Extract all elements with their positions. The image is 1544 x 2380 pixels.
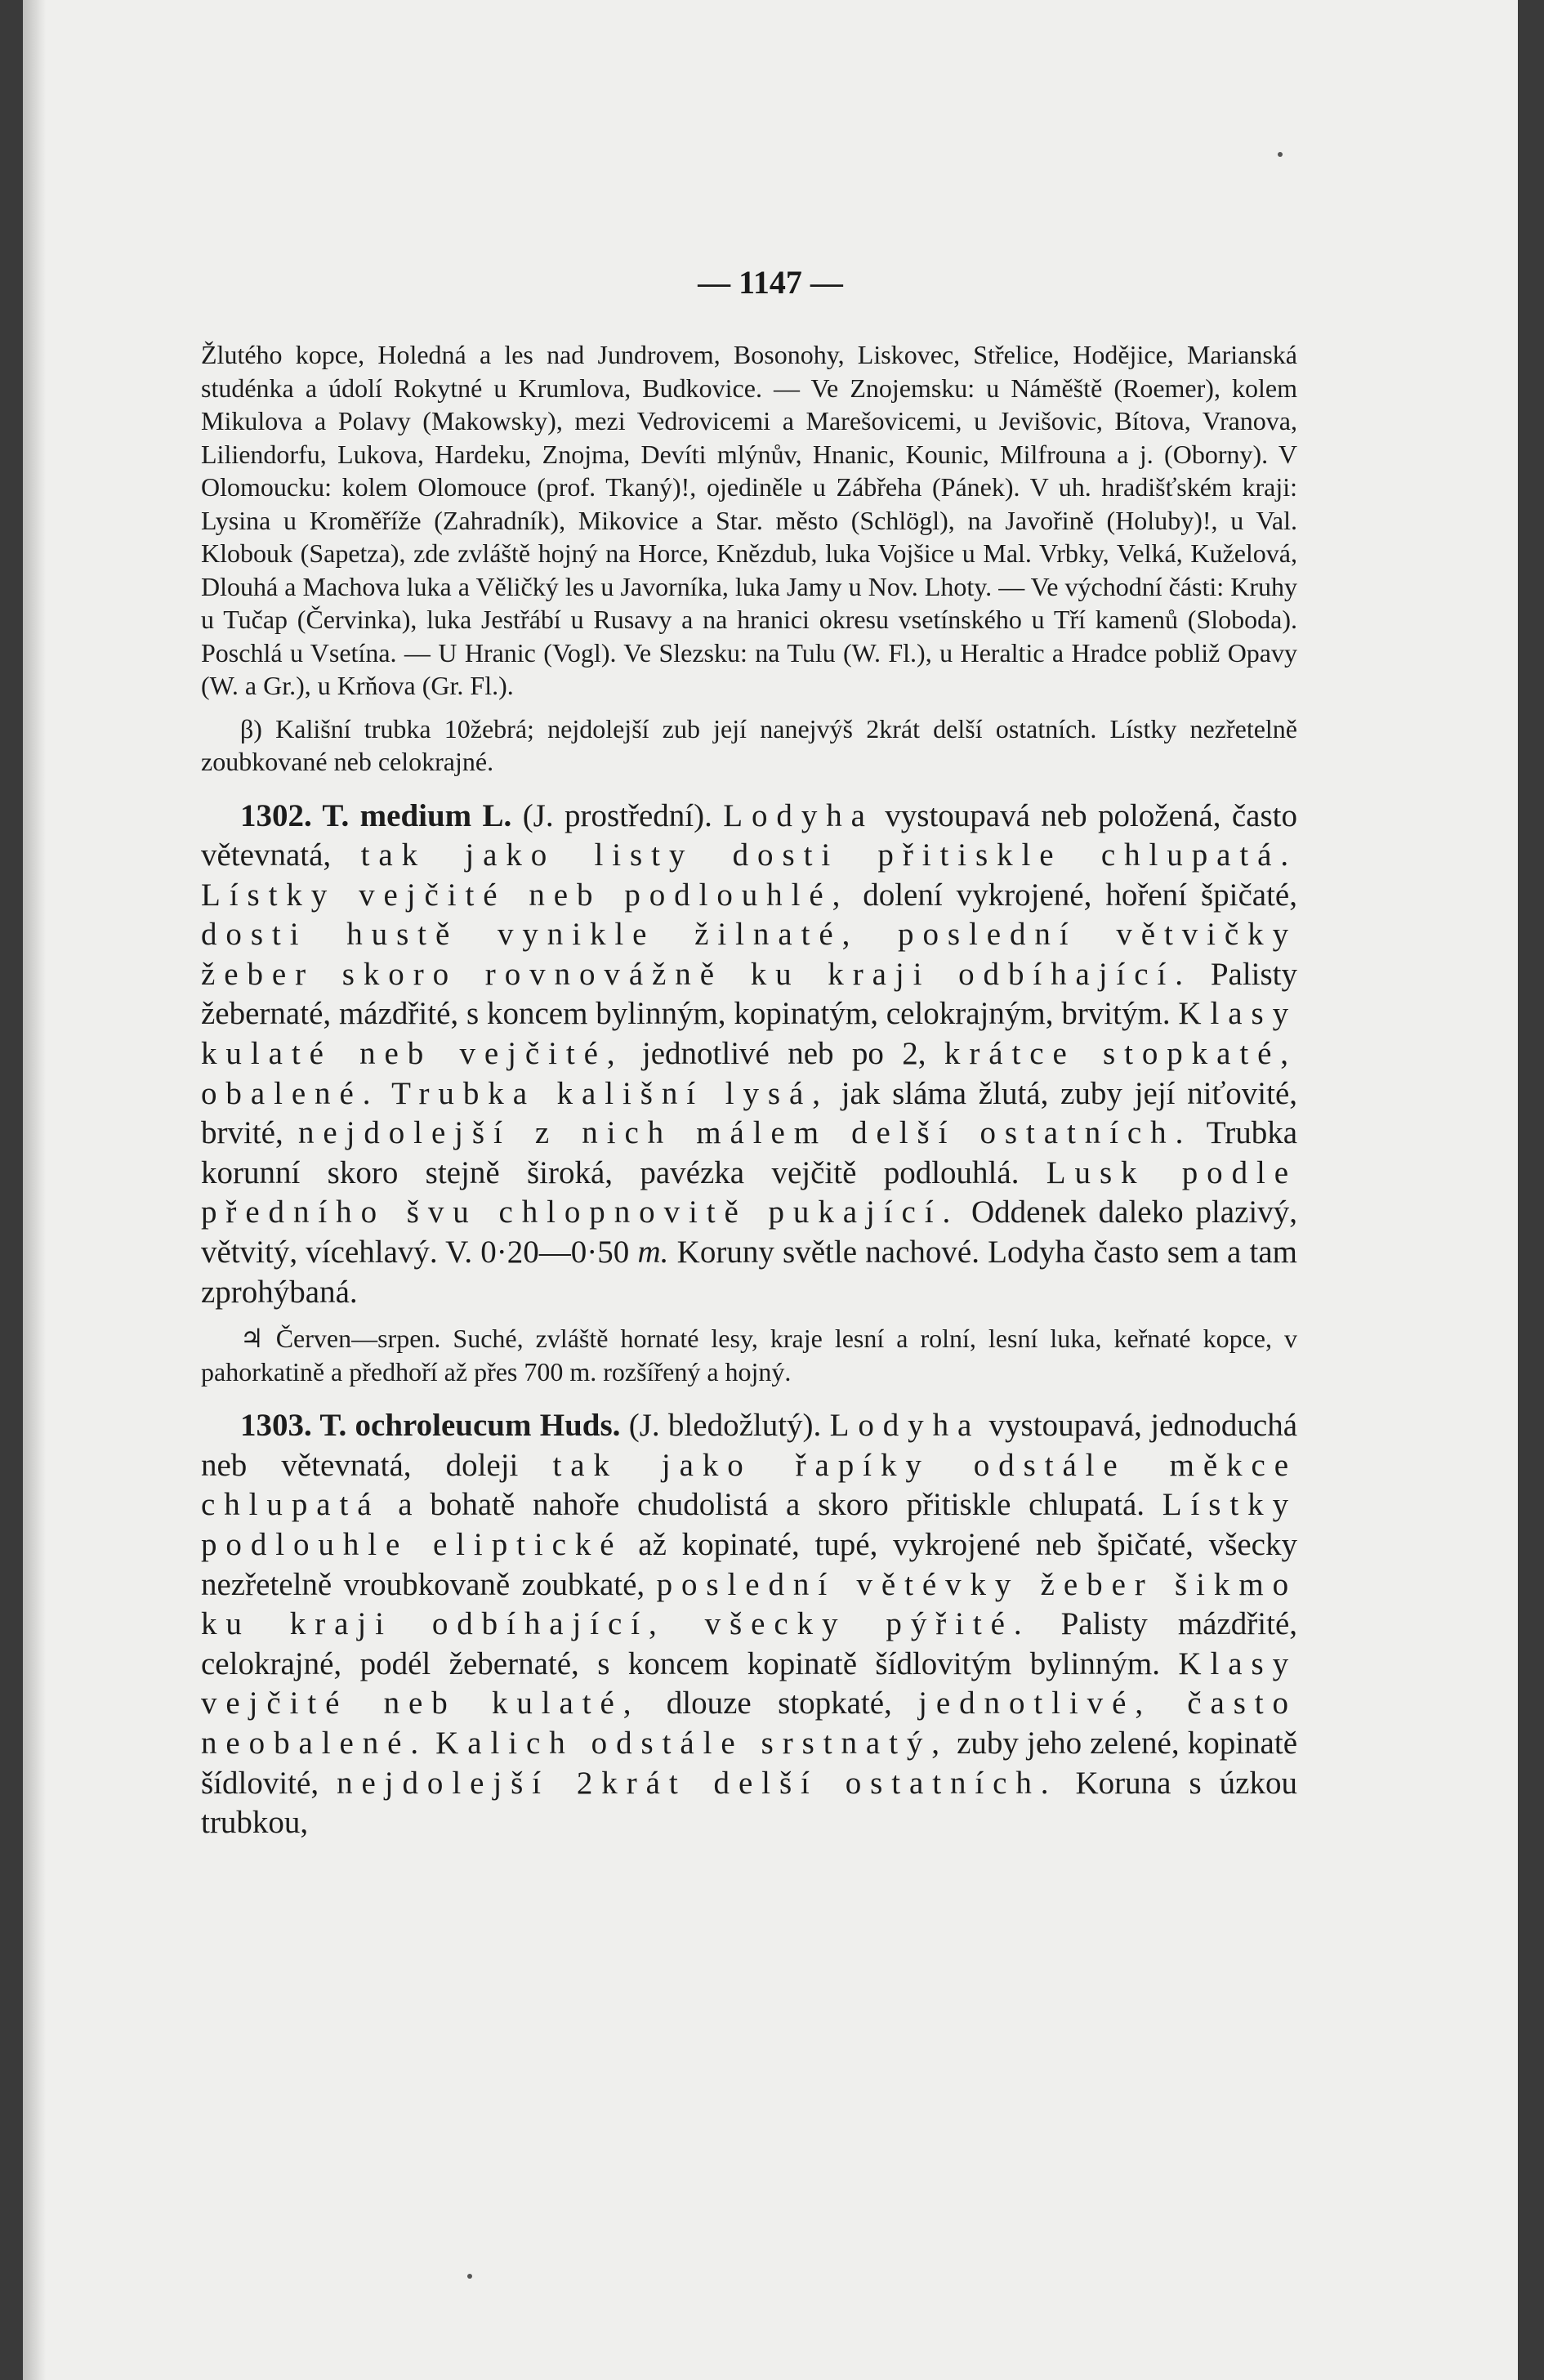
text-run: dolení vykrojené, hoření špičaté, [849,877,1297,913]
species-1303-name: 1303. T. ochroleucum Huds. [240,1408,621,1444]
text-run [379,1076,391,1111]
page-number: — 1147 — [698,264,843,301]
text-run: Koruny světle nachové. Lodyha často sem a tam zprohýbaná. [201,1235,1297,1310]
print-speck [467,2274,472,2279]
species-1302-habitat: ♃ Červen—srpen. Suché, zvláště hornaté lesy, kraje lesní a rolní, lesní luka, keřnaté kopce, v pahorkatině a předhoří až přes 700 m. rozšířený a hojný. [201,1324,1297,1386]
text-run: Klasy kulaté neb vejčité, [201,996,1297,1072]
text-run: jednotlivé neb po 2, [623,1036,944,1072]
text-run: dosti hustě vynikle žilnaté, poslední větvičky žeber skoro rovnovážně ku kraji odbíhající. [201,917,1297,992]
text-run: poslední větévky žeber šikmo ku kraji odbíhající, všecky pýřité. [201,1566,1297,1642]
text-run: krátce stopkaté, obalené. [201,1036,1297,1111]
species-1302-description [201,797,1297,1313]
text-run: Koruna s úzkou trubkou, [201,1765,1297,1841]
text-run: nejdolejší z nich málem delší ostatních. [297,1115,1193,1151]
text-run: Klasy vejčité neb kulaté, [201,1645,1297,1721]
text-run: Lusk podle předního švu chlopnovitě pukající. [201,1154,1297,1230]
book-page [23,0,1518,2380]
key-paragraph-beta: β) Kališní trubka 10žebrá; nejdolejší zub její nanejvýš 2krát delší ostatních. Lístky nezřetelně zoubkované neb celokrajné. [201,713,1297,776]
text-run: Oddenek daleko plazivý, větvitý, vícehlavý. V. 0·20—0·50 [201,1194,1298,1270]
text-run: jak sláma žlutá, zuby její niťovité, brvité, [201,1075,1297,1151]
print-speck [1278,152,1283,157]
text-run: Lístky podlouhle eliptické [201,1487,1297,1562]
species-1302-name: 1302. T. medium L. [240,797,512,833]
text-run: zuby jeho zelené, kopinatě šídlovité, [201,1725,1298,1801]
text-run: tak jako listy dosti přitiskle chlupatá. [360,837,1297,873]
text-run: a bohatě nahoře chudolistá a skoro přitiskle chlupatá. [380,1487,1162,1523]
text-run: Trubka korunní skoro stejně široká, pavézka vejčitě podlouhlá. [201,1115,1298,1190]
text-run: vystoupavá, jednoduchá neb větevnatá, doleji [201,1408,1298,1483]
text-run [427,1726,435,1761]
text-run: Lodyha [723,797,874,833]
text-run: Trubka kališní lysá, [391,1075,829,1111]
text-run: jednotlivé, často neobalené. [201,1686,1297,1761]
text-run: dlouze stopkaté, [640,1686,919,1721]
text-run: tak jako řapíky odstále měkce chlupatá [201,1447,1297,1523]
locality-paragraph: Žlutého kopce, Holedná a les nad Jundrovem, Bosonohy, Liskovec, Střelice, Hodějice, Marianská studénka a údolí Rokytné u Krumlova, Budkovice. — Ve Znojemsku: u Náměště (Roemer), kolem Mikulova a Polavy (Makowsky), mezi Vedrovicemi a Marešovicemi, u Jevišovic, Bítova, Vranova, Liliendorfu, Lukova, Hardeku, Znojma, Devíti mlýnův, Hnanic, Kounic, Milfrouna a j. (Oborny). V Olomoucku: kolem Olomouce (prof. Tkaný)!, ojediněle u Zábřeha (Pánek). V uh. hradišťském kraji: Lysina u Kroměříže (Zahradník), Mikovice a Star. město (Schlögl), na Javořině (Holuby)!, u Val. Klobouk (Sapetza), zde zvláště hojný na Horce, Knězdub, luka Vojšice u Mal. Vrbky, Velká, Kuželová, Dlouhá a Machova luka a Věličký les u Javorníka, luka Jamy u Nov. Lhoty. — Ve východní části: Kruhy u Tučap (Červinka), luka Jestřábí u Rusavy a na hranici okresu vsetínského u Tří kamenů (Sloboda). Poschlá u Vsetína. — U Hranic (Vogl). Ve Slezsku: na Tulu (W. Fl.), u Heraltic a Hradce pobliž Opavy (W. a Gr.), u Krňova (Gr. Fl.). [201,340,1297,700]
text-run: vystoupavá neb položená, často větevnatá, [201,797,1297,873]
text-run: až kopinaté, tupé, vykrojené neb špičaté, všecky nezřetelně vroubkovaně zoubkaté, [201,1527,1297,1602]
text-run: Lodyha [829,1408,981,1444]
text-run: nejdolejší 2krát delší ostatních. [337,1765,1058,1801]
text-run: Palisty žebernaté, mázdřité, s koncem bylinným, kopinatým, celokrajným, brvitým. [201,956,1297,1032]
text-run: Kalich odstále srstnatý, [435,1725,948,1761]
text-column [201,338,1297,1843]
species-1302-czech-name: (J. prostřední). [511,797,724,833]
text-run: Palisty mázdřité, celokrajné, podél žebernaté, s koncem kopinatě šídlovitým bylinným. [201,1606,1297,1681]
unit-m: m. [637,1235,669,1270]
species-1303-description [201,1406,1297,1843]
species-1303-czech-name: (J. bledožlutý). [620,1408,830,1444]
text-run: Lístky vejčité neb podlouhlé, [201,877,850,913]
